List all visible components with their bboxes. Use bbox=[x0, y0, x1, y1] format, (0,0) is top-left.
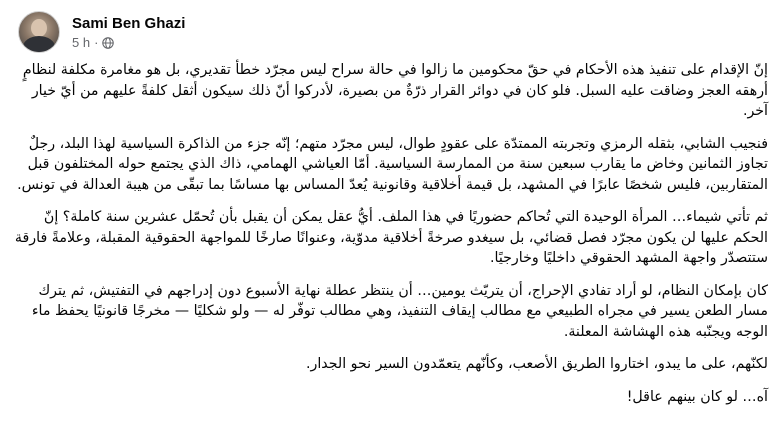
avatar-head bbox=[31, 19, 47, 37]
post-paragraph-1: إنّ الإقدام على تنفيذ هذه الأحكام في حقّ محكومين ما زالوا في حالة سراح ليس مجرّد خطأ تقديري، بل هو مغامرة مكلفة لنظامٍ أرهقه العجز وضاقت عليه السبل. فلو كان في دوائر القرار ذرّةٌ من بصيرة، لأدركوا أنّ ذلك سيكون أثقل كلفةً عليهم من أيّ خيار آخر. bbox=[22, 62, 768, 119]
post-paragraph-3: ثم تأتي شيماء… المرأة الوحيدة التي تُحاكم حضوريًا في هذا الملف. أيُّ عقل يمكن أن يقبل بأن تُحمّل عشرين سنة كاملة؟ إنّ الحكم عليها لن يكون مجرّد فصل قضائي، بل سيغدو صرخةً أخلاقية مدوّية، وعنوانًا صارخًا للمواجهة الحقوقية المقبلة، وعلامةً فارقة ستتصدّر واجهة المشهد الحقوقي داخليًا وخارجيًا. bbox=[14, 209, 768, 266]
post-paragraph-6: آه… لو كان بينهم عاقل! bbox=[626, 388, 768, 405]
author-name[interactable]: Sami Ben Ghazi bbox=[72, 14, 186, 32]
post-meta bbox=[72, 14, 185, 51]
globe-icon[interactable] bbox=[102, 37, 114, 49]
post-paragraph-2: فنجيب الشابي، بثقله الرمزي وتجربته الممتدّة على عقودٍ طوال، ليس مجرّد متهم؛ إنّه جزء من الذاكرة السياسية لهذا البلد، رجلٌ تجاوز الثمانين وخاض ما يقارب سبعين سنة من الممارسة السياسية. أمّا العياشي الهمامي، ذاك الذي يجتمع حوله المختلفون قبل المتقاربين، فليس شخصًا عابرًا في المشهد، بل قيمة أخلاقية وقانونية يُعدّ المساس بها مساسًا بما تبقّى من هيبة العدالة في تونس. bbox=[17, 135, 768, 193]
post-subline bbox=[72, 35, 185, 51]
author-avatar[interactable] bbox=[18, 11, 60, 53]
post-body bbox=[10, 60, 768, 419]
post-paragraph-5: لكنّهم، على ما يبدو، اختاروا الطريق الأصعب، وكأنّهم يتعمّدون السير نحو الجدار. bbox=[305, 356, 768, 372]
post-header bbox=[18, 10, 185, 54]
avatar-shoulders bbox=[23, 36, 55, 53]
separator-dot: · bbox=[94, 34, 99, 50]
post-paragraph-4: كان بإمكان النظام، لو أراد تفادي الإحراج، أن يتريّث يومين… أن ينتظر عطلة نهاية الأسبوع دون إدراجهم في التفتيش، ثم يترك مسار الطعن يسير في مجراه الطبيعي مع مطالب إيقاف التنفيذ، وهي مطالب توفّر له — ولو شكليًا — مخرجًا قانونيًا يحفظ ماء الوجه ويجنّبه هذه الهشاشة المعلنة. bbox=[31, 282, 768, 340]
post-timestamp[interactable]: 5 h bbox=[72, 34, 91, 50]
